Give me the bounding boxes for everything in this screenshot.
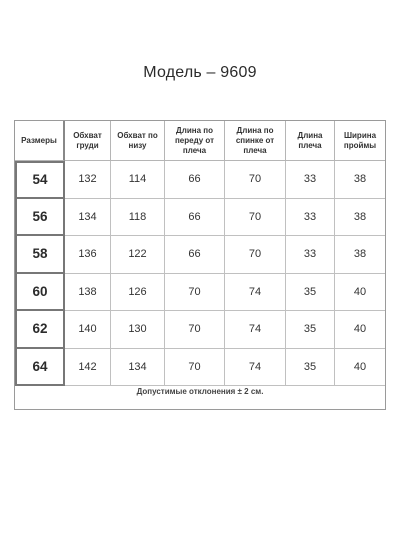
table-cell: 35 — [286, 349, 335, 387]
header-armhole-width: Ширина проймы — [335, 121, 385, 161]
table-cell: 70 — [225, 199, 286, 237]
table-row — [15, 274, 385, 312]
table-cell: 35 — [286, 274, 335, 312]
header-row — [15, 121, 385, 161]
table-cell: 142 — [65, 349, 111, 387]
header-back-length: Длина по спинке от плеча — [225, 121, 286, 161]
header-size: Размеры — [15, 121, 65, 161]
table-cell: 38 — [335, 161, 385, 199]
header-hem: Обхват по низу — [111, 121, 165, 161]
table-cell: 136 — [65, 236, 111, 274]
table-cell: 118 — [111, 199, 165, 237]
header-shoulder-length: Длина плеча — [286, 121, 335, 161]
size-value: 60 — [15, 274, 65, 312]
table-cell: 74 — [225, 349, 286, 387]
table-cell: 33 — [286, 199, 335, 237]
size-chart — [14, 120, 386, 410]
table-row — [15, 236, 385, 274]
table-cell: 130 — [111, 311, 165, 349]
table-cell: 70 — [165, 311, 225, 349]
table-cell: 126 — [111, 274, 165, 312]
table-cell: 66 — [165, 236, 225, 274]
header-chest: Обхват груди — [65, 121, 111, 161]
table-cell: 33 — [286, 236, 335, 274]
table-cell: 35 — [286, 311, 335, 349]
table-cell: 70 — [165, 349, 225, 387]
size-value: 58 — [15, 236, 65, 274]
table-cell: 134 — [65, 199, 111, 237]
table-cell: 70 — [225, 236, 286, 274]
table-cell: 66 — [165, 161, 225, 199]
tolerance-note: Допустимые отклонения ± 2 см. — [136, 387, 264, 396]
table-row — [15, 349, 385, 387]
table-cell: 74 — [225, 311, 286, 349]
table-cell: 134 — [111, 349, 165, 387]
table-cell: 114 — [111, 161, 165, 199]
size-value: 56 — [15, 199, 65, 237]
table-cell: 33 — [286, 161, 335, 199]
size-table — [15, 121, 385, 386]
table-cell: 70 — [225, 161, 286, 199]
header-front-length: Длина по переду от плеча — [165, 121, 225, 161]
page-title: Модель – 9609 — [143, 64, 257, 81]
table-row — [15, 311, 385, 349]
table-cell: 138 — [65, 274, 111, 312]
table-cell: 38 — [335, 199, 385, 237]
table-cell: 132 — [65, 161, 111, 199]
table-cell: 122 — [111, 236, 165, 274]
table-cell: 70 — [165, 274, 225, 312]
table-cell: 66 — [165, 199, 225, 237]
table-cell: 40 — [335, 349, 385, 387]
table-cell: 74 — [225, 274, 286, 312]
size-value: 54 — [15, 161, 65, 199]
table-row — [15, 161, 385, 199]
size-value: 64 — [15, 349, 65, 387]
table-cell: 40 — [335, 274, 385, 312]
table-row — [15, 199, 385, 237]
table-cell: 140 — [65, 311, 111, 349]
size-value: 62 — [15, 311, 65, 349]
table-cell: 40 — [335, 311, 385, 349]
table-cell: 38 — [335, 236, 385, 274]
